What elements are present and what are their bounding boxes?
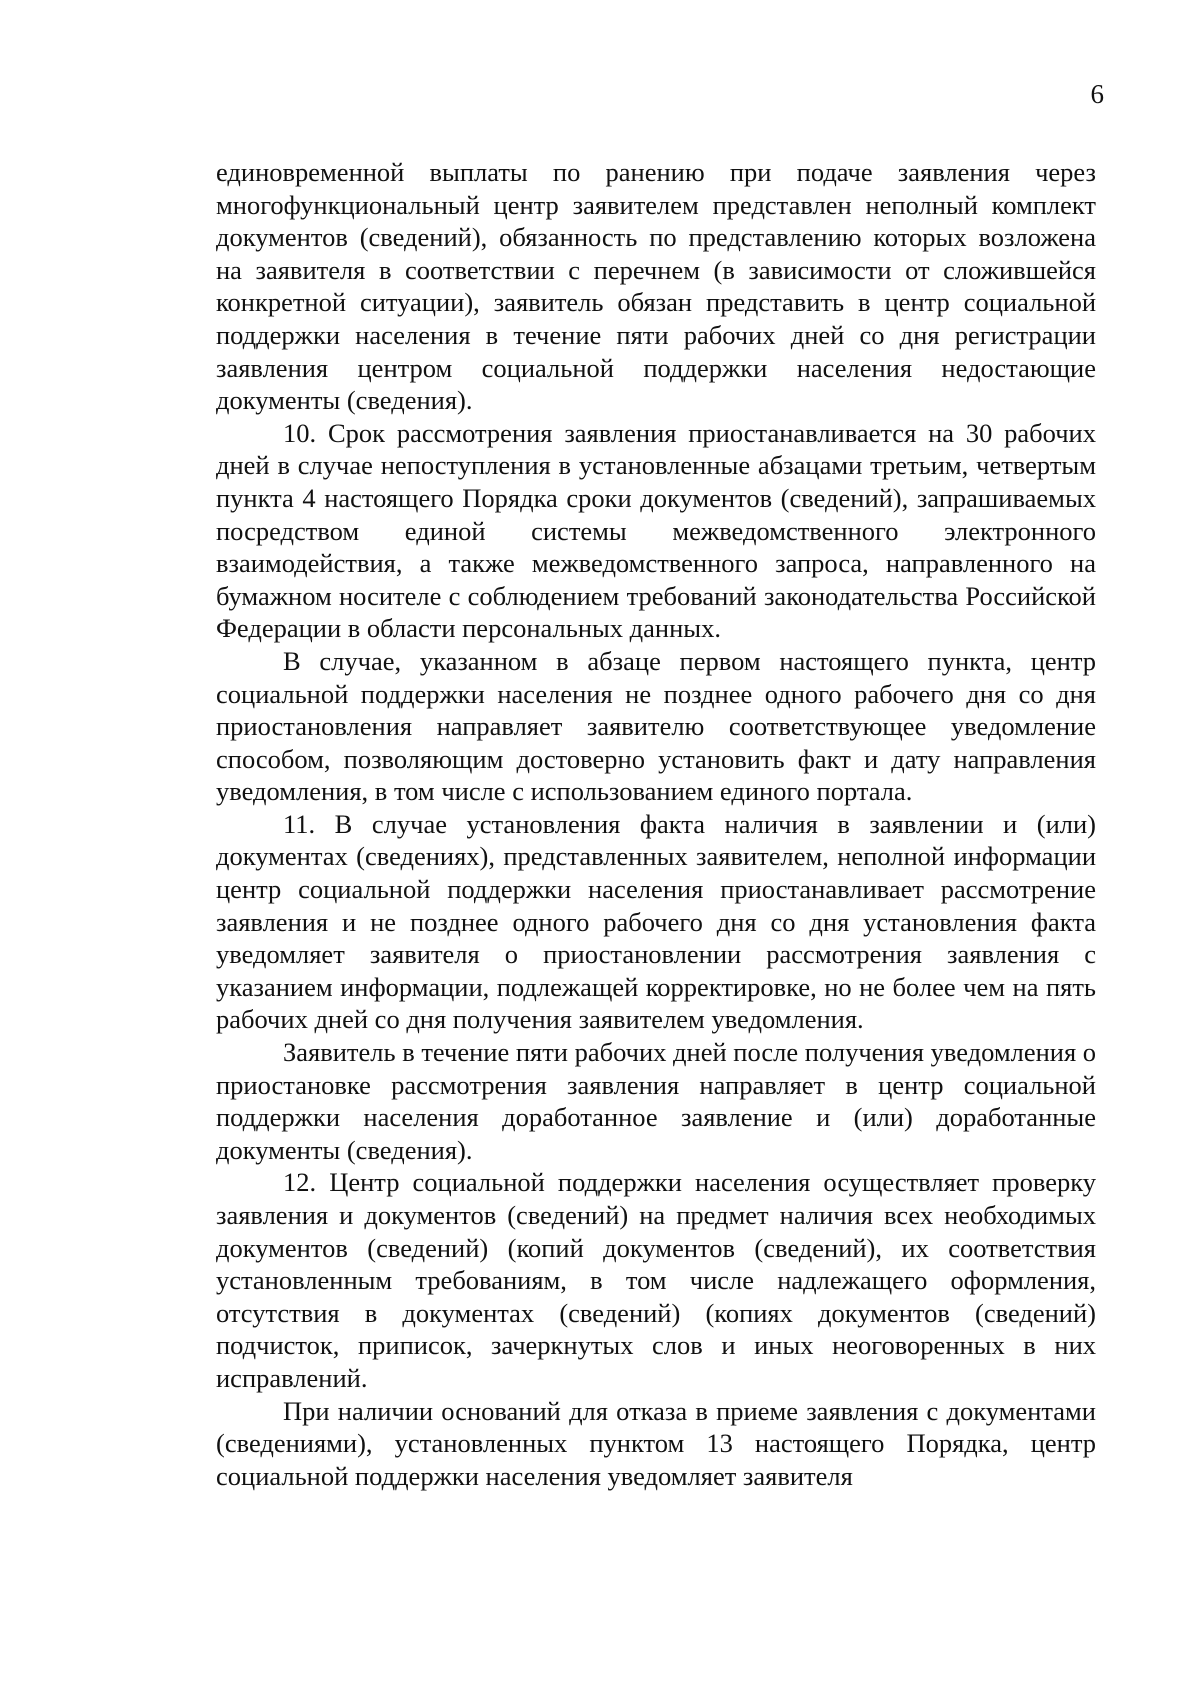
paragraph-item-10-notice: В случае, указанном в абзаце первом настоящего пункта, центр социальной поддержки населения не позднее одного рабочего дня со дня приостановления направляет заявителю соответствующее уведомление способом, позволяющим достоверно установить факт и дату направления уведомления, в том числе с использованием единого портала.	[216, 645, 1096, 807]
paragraph-item-10: 10. Срок рассмотрения заявления приостанавливается на 30 рабочих дней в случае непоступления в установленные абзацами третьим, четвертым пункта 4 настоящего Порядка сроки документов (сведений), запрашиваемых посредством единой системы межведомственного электронного взаимодействия, а также межведомственного запроса, направленного на бумажном носителе с соблюдением требований законодательства Российской Федерации в области персональных данных.	[216, 417, 1096, 644]
page-number: 6	[1090, 79, 1104, 109]
paragraph-item-11: 11. В случае установления факта наличия в заявлении и (или) документах (сведениях), представленных заявителем, неполной информации центр социальной поддержки населения приостанавливает рассмотрение заявления и не позднее одного рабочего дня со дня установления факта уведомляет заявителя о приостановлении рассмотрения заявления с указанием информации, подлежащей корректировке, но не более чем на пять рабочих дней со дня получения заявителем уведомления.	[216, 808, 1096, 1035]
paragraph-continuation: единовременной выплаты по ранению при подаче заявления через многофункциональный центр заявителем представлен неполный комплект документов (сведений), обязанность по представлению которых возложена на заявителя в соответствии с перечнем (в зависимости от сложившейся конкретной ситуации), заявитель обязан представить в центр социальной поддержки населения в течение пяти рабочих дней со дня регистрации заявления центром социальной поддержки населения недостающие документы (сведения).	[216, 157, 1096, 416]
paragraph-item-12: 12. Центр социальной поддержки населения осуществляет проверку заявления и документов (сведений) на предмет наличия всех необходимых документов (сведений) (копий документов (сведений), их соответствия установленным требованиям, в том числе надлежащего оформления, отсутствия в документах (сведений) (копиях документов (сведений) подчисток, приписок, зачеркнутых слов и иных неоговоренных в них исправлений.	[216, 1167, 1096, 1393]
document-body	[216, 156, 1096, 1492]
paragraph-item-12-refusal: При наличии оснований для отказа в приеме заявления с документами (сведениями), установленных пунктом 13 настоящего Порядка, центр социальной поддержки населения уведомляет заявителя	[216, 1395, 1096, 1491]
paragraph-item-11-applicant: Заявитель в течение пяти рабочих дней после получения уведомления о приостановке рассмотрения заявления направляет в центр социальной поддержки населения доработанное заявление и (или) доработанные документы (сведения).	[216, 1037, 1097, 1165]
